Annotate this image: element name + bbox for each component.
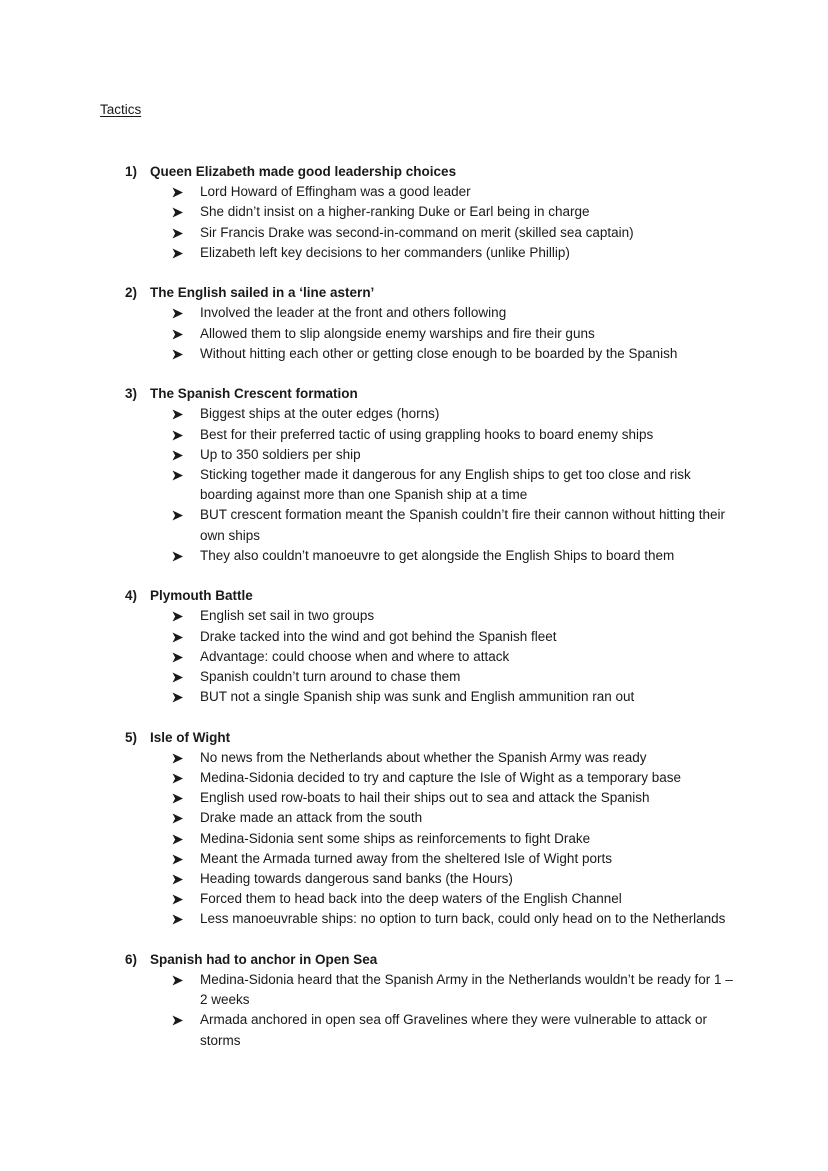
list-item-text: Armada anchored in open sea off Gravelines where they were vulnerable to attack or storms: [200, 1012, 708, 1048]
list-item-text: Forced them to head back into the deep waters of the English Channel: [200, 891, 622, 907]
list-item-text: Elizabeth left key decisions to her commanders (unlike Phillip): [200, 244, 570, 260]
list-item: [0, 546, 828, 566]
arrow-bullet-shape: [172, 834, 184, 845]
section-4: [0, 586, 828, 707]
list-item-text: She didn’t insist on a higher-ranking Duke or Earl being in charge: [200, 204, 590, 220]
list-item: [0, 627, 828, 647]
arrow-bullet-icon: [172, 425, 186, 445]
section-list: [0, 162, 828, 1071]
arrow-bullet-shape: [172, 248, 184, 259]
arrow-bullet-icon: [172, 465, 186, 485]
list-item-text: Sir Francis Drake was second-in-command on merit (skilled sea captain): [200, 224, 634, 240]
list-item: [0, 404, 828, 424]
arrow-bullet-shape: [172, 1015, 184, 1026]
arrow-bullet-shape: [172, 975, 184, 986]
arrow-bullet-icon: [172, 445, 186, 465]
arrow-bullet-icon: [172, 768, 186, 788]
arrow-bullet-icon: [172, 182, 186, 202]
list-item: [0, 970, 828, 1010]
section-3: [0, 384, 828, 566]
arrow-bullet-icon: [172, 647, 186, 667]
arrow-bullet-icon: [172, 606, 186, 626]
section-heading: [0, 950, 828, 970]
arrow-bullet-shape: [172, 551, 184, 562]
list-item-text: No news from the Netherlands about whether the Spanish Army was ready: [200, 749, 647, 765]
list-item: [0, 788, 828, 808]
list-item-text: Sticking together made it dangerous for any English ships to get too close and risk boarding against more than one Spanish ship at a time: [200, 466, 691, 503]
arrow-bullet-icon: [172, 808, 186, 828]
list-item: [0, 505, 828, 545]
list-item-text: Spanish couldn’t turn around to chase them: [200, 668, 461, 684]
section-number: 6): [125, 951, 138, 967]
list-item: [0, 808, 828, 828]
arrow-bullet-shape: [172, 510, 184, 521]
list-item-text: They also couldn’t manoeuvre to get alongside the English Ships to board them: [200, 547, 675, 563]
list-item-text: Medina-Sidonia sent some ships as reinforcements to fight Drake: [200, 830, 591, 846]
arrow-bullet-shape: [172, 652, 184, 663]
arrow-bullet-shape: [172, 409, 184, 420]
bullet-list: [0, 303, 828, 364]
document-title: Tactics: [100, 102, 142, 117]
list-item: [0, 243, 828, 263]
arrow-bullet-shape: [172, 632, 184, 643]
section-heading: [0, 162, 828, 182]
list-item: [0, 182, 828, 202]
list-item-text: Medina-Sidonia heard that the Spanish Army in the Netherlands wouldn’t be ready for 1 – 2 weeks: [200, 971, 733, 1008]
arrow-bullet-icon: [172, 243, 186, 263]
list-item-text: Up to 350 soldiers per ship: [200, 446, 361, 462]
list-item-text: English used row-boats to hail their ships out to sea and attack the Spanish: [200, 790, 650, 806]
list-item: [0, 425, 828, 445]
bullet-list: [0, 182, 828, 263]
arrow-bullet-shape: [172, 914, 184, 925]
list-item: [0, 202, 828, 222]
list-item: [0, 1010, 828, 1050]
list-item-text: Best for their preferred tactic of using grappling hooks to board enemy ships: [200, 426, 654, 442]
bullet-list: [0, 748, 828, 930]
list-item-text: BUT crescent formation meant the Spanish couldn’t fire their cannon without hitting their own ships: [200, 507, 726, 543]
arrow-bullet-icon: [172, 324, 186, 344]
section-heading: [0, 283, 828, 303]
list-item: [0, 344, 828, 364]
arrow-bullet-icon: [172, 970, 186, 990]
arrow-bullet-icon: [172, 546, 186, 566]
arrow-bullet-shape: [172, 308, 184, 319]
arrow-bullet-shape: [172, 692, 184, 703]
list-item: [0, 768, 828, 788]
arrow-bullet-shape: [172, 813, 184, 824]
section-heading-text: The English sailed in a ‘line astern’: [150, 285, 375, 301]
list-item: [0, 667, 828, 687]
section-number: 3): [125, 386, 138, 402]
section-5: [0, 728, 828, 930]
arrow-bullet-icon: [172, 788, 186, 808]
arrow-bullet-shape: [172, 773, 184, 784]
arrow-bullet-icon: [172, 1010, 186, 1030]
arrow-bullet-icon: [172, 505, 186, 525]
section-heading-text: The Spanish Crescent formation: [150, 386, 358, 402]
arrow-bullet-shape: [172, 228, 184, 239]
section-2: [0, 283, 828, 364]
arrow-bullet-icon: [172, 909, 186, 929]
section-6: [0, 950, 828, 1051]
arrow-bullet-shape: [172, 430, 184, 441]
arrow-bullet-icon: [172, 202, 186, 222]
list-item-text: English set sail in two groups: [200, 608, 375, 624]
section-number: 5): [125, 729, 138, 745]
list-item: [0, 889, 828, 909]
arrow-bullet-icon: [172, 869, 186, 889]
list-item: [0, 687, 828, 707]
list-item: [0, 748, 828, 768]
list-item-text: Drake made an attack from the south: [200, 810, 423, 826]
arrow-bullet-shape: [172, 793, 184, 804]
list-item-text: Lord Howard of Effingham was a good leader: [200, 184, 471, 200]
arrow-bullet-shape: [172, 894, 184, 905]
arrow-bullet-shape: [172, 187, 184, 198]
arrow-bullet-shape: [172, 753, 184, 764]
list-item-text: Medina-Sidonia decided to try and capture the Isle of Wight as a temporary base: [200, 769, 682, 785]
section-heading: [0, 586, 828, 606]
arrow-bullet-icon: [172, 303, 186, 323]
arrow-bullet-shape: [172, 329, 184, 340]
list-item-text: Heading towards dangerous sand banks (the Hours): [200, 870, 513, 886]
arrow-bullet-icon: [172, 344, 186, 364]
arrow-bullet-shape: [172, 672, 184, 683]
section-heading-text: Plymouth Battle: [150, 588, 253, 604]
arrow-bullet-icon: [172, 404, 186, 424]
section-number: 2): [125, 285, 138, 301]
arrow-bullet-icon: [172, 223, 186, 243]
list-item-text: Involved the leader at the front and others following: [200, 305, 507, 321]
list-item: [0, 465, 828, 505]
arrow-bullet-icon: [172, 849, 186, 869]
list-item-text: Advantage: could choose when and where to attack: [200, 648, 510, 664]
arrow-bullet-shape: [172, 349, 184, 360]
list-item: [0, 909, 828, 929]
list-item-text: BUT not a single Spanish ship was sunk and English ammunition ran out: [200, 689, 635, 705]
arrow-bullet-icon: [172, 627, 186, 647]
section-heading: [0, 728, 828, 748]
list-item: [0, 829, 828, 849]
list-item: [0, 647, 828, 667]
arrow-bullet-icon: [172, 667, 186, 687]
list-item-text: Biggest ships at the outer edges (horns): [200, 406, 440, 422]
list-item-text: Drake tacked into the wind and got behind the Spanish fleet: [200, 628, 557, 644]
section-heading-text: Isle of Wight: [150, 729, 231, 745]
arrow-bullet-shape: [172, 611, 184, 622]
list-item: [0, 324, 828, 344]
section-heading-text: Queen Elizabeth made good leadership choices: [150, 164, 457, 179]
arrow-bullet-icon: [172, 889, 186, 909]
arrow-bullet-icon: [172, 687, 186, 707]
list-item: [0, 869, 828, 889]
list-item-text: Without hitting each other or getting close enough to be boarded by the Spanish: [200, 345, 678, 361]
list-item-text: Meant the Armada turned away from the sheltered Isle of Wight ports: [200, 850, 612, 866]
list-item: [0, 849, 828, 869]
section-number: 1): [125, 164, 138, 179]
section-heading-text: Spanish had to anchor in Open Sea: [150, 951, 378, 967]
arrow-bullet-shape: [172, 874, 184, 885]
arrow-bullet-shape: [172, 450, 184, 461]
list-item: [0, 445, 828, 465]
section-heading: [0, 384, 828, 404]
section-number: 4): [125, 588, 138, 604]
arrow-bullet-icon: [172, 829, 186, 849]
list-item-text: Allowed them to slip alongside enemy warships and fire their guns: [200, 325, 595, 341]
bullet-list: [0, 404, 828, 566]
arrow-bullet-shape: [172, 470, 184, 481]
arrow-bullet-icon: [172, 748, 186, 768]
bullet-list: [0, 970, 828, 1051]
list-item: [0, 606, 828, 626]
arrow-bullet-shape: [172, 854, 184, 865]
list-item: [0, 223, 828, 243]
arrow-bullet-shape: [172, 207, 184, 218]
bullet-list: [0, 606, 828, 707]
list-item: [0, 303, 828, 323]
section-1: [0, 162, 828, 263]
list-item-text: Less manoeuvrable ships: no option to turn back, could only head on to the Netherlands: [200, 911, 726, 927]
